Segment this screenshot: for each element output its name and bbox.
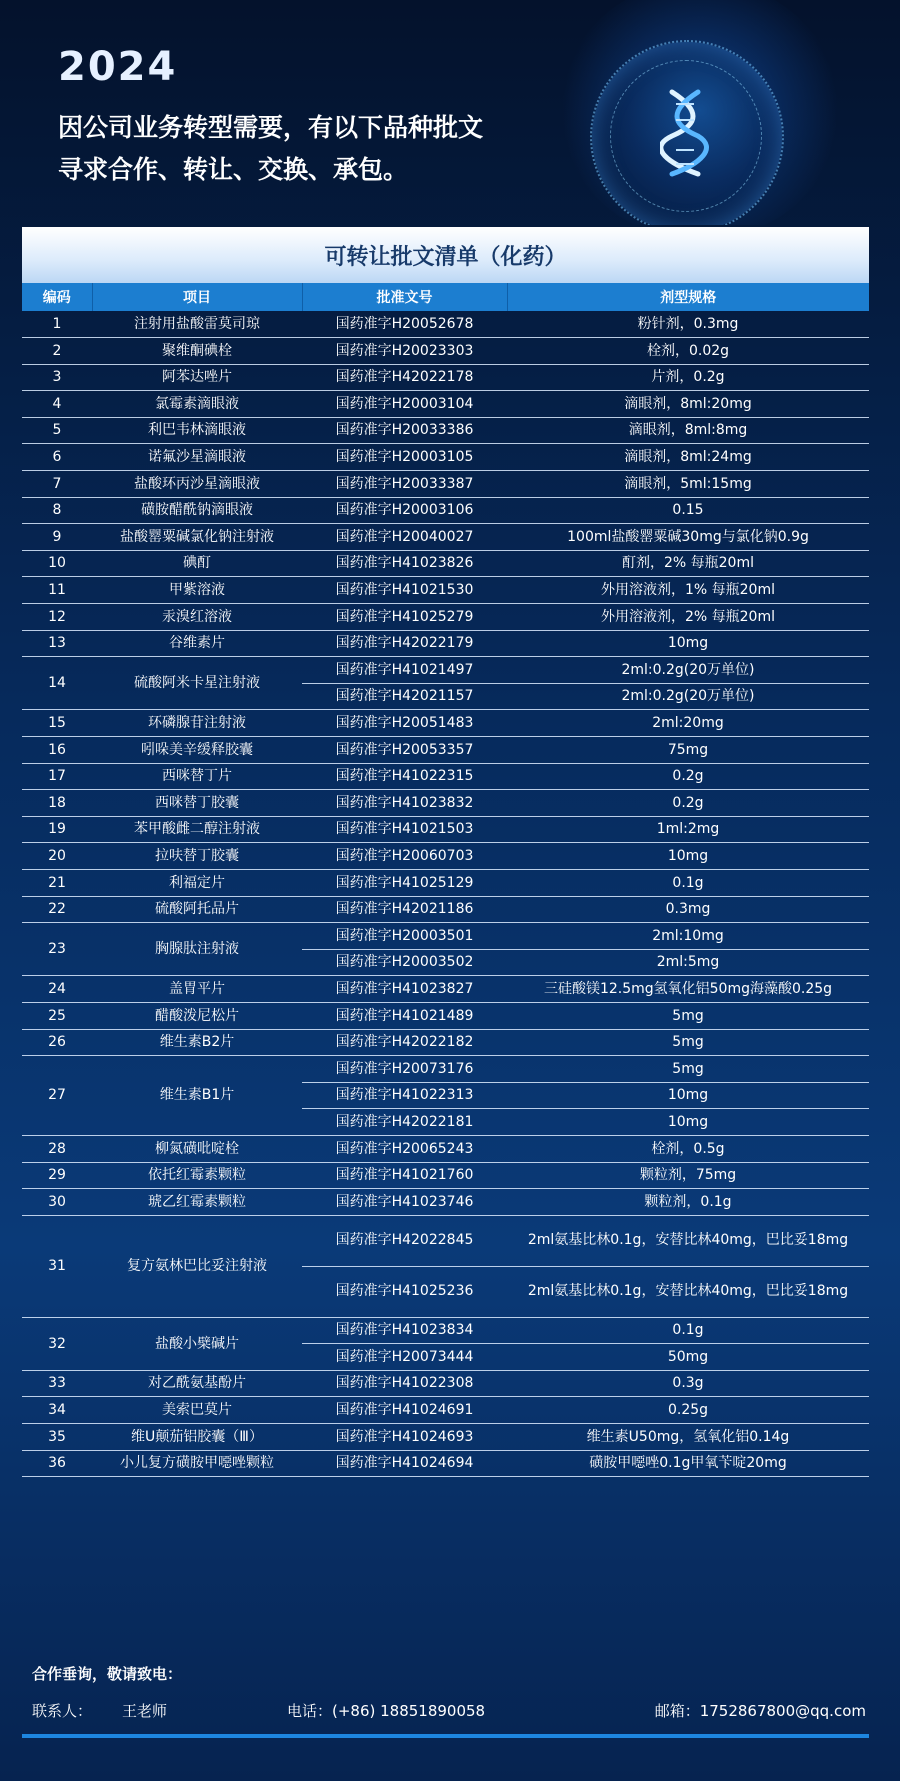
cell-code: 16 (22, 737, 92, 764)
header-spec: 剂型规格 (507, 283, 869, 311)
cell-item: 硫酸阿米卡星注射液 (92, 657, 302, 710)
cell-approval: 国药准字H41025279 (302, 604, 507, 631)
cell-item: 磺胺醋酰钠滴眼液 (92, 497, 302, 524)
cell-item: 复方氨林巴比妥注射液 (92, 1215, 302, 1317)
cell-spec: 5mg (507, 1056, 869, 1083)
cell-code: 32 (22, 1317, 92, 1370)
cell-item: 依托红霉素颗粒 (92, 1162, 302, 1189)
cell-spec: 10mg (507, 1109, 869, 1136)
phone-text: 电话：(+86) 18851890058 (287, 1702, 486, 1720)
cell-approval: 国药准字H41024691 (302, 1397, 507, 1424)
cell-code: 10 (22, 550, 92, 577)
cell-item: 聚维酮碘栓 (92, 338, 302, 365)
table-row (22, 1002, 869, 1029)
cell-spec: 维生素U50mg，氢氧化铝0.14g (507, 1424, 869, 1451)
cell-approval: 国药准字H41024693 (302, 1424, 507, 1451)
cell-approval: 国药准字H20003105 (302, 444, 507, 471)
cell-spec: 75mg (507, 737, 869, 764)
cell-spec: 0.25g (507, 1397, 869, 1424)
cell-spec: 0.3mg (507, 896, 869, 923)
cell-code: 15 (22, 710, 92, 737)
cell-approval: 国药准字H41024694 (302, 1450, 507, 1477)
table-row (22, 843, 869, 870)
year-title: 2024 (58, 44, 178, 90)
cell-spec: 外用溶液剂，1% 每瓶20ml (507, 577, 869, 604)
cell-spec: 栓剂，0.5g (507, 1135, 869, 1162)
bottom-accent-bar (22, 1734, 869, 1738)
table-row (22, 763, 869, 790)
cell-code: 6 (22, 444, 92, 471)
cell-approval: 国药准字H20040027 (302, 524, 507, 551)
cell-approval: 国药准字H41022313 (302, 1082, 507, 1109)
header-banner (0, 0, 900, 225)
cell-code: 23 (22, 923, 92, 976)
table-row (22, 577, 869, 604)
cell-code: 12 (22, 604, 92, 631)
cell-code: 26 (22, 1029, 92, 1056)
cell-approval: 国药准字H20023303 (302, 338, 507, 365)
cell-spec: 三硅酸镁12.5mg氢氧化铝50mg海藻酸0.25g (507, 976, 869, 1003)
cell-spec: 颗粒剂，75mg (507, 1162, 869, 1189)
cell-item: 注射用盐酸雷莫司琼 (92, 311, 302, 338)
table-row (22, 1424, 869, 1451)
cell-approval: 国药准字H41023746 (302, 1189, 507, 1216)
cell-code: 31 (22, 1215, 92, 1317)
cell-code: 18 (22, 790, 92, 817)
cell-spec: 2ml:0.2g(20万单位) (507, 657, 869, 684)
cell-item: 谷维素片 (92, 630, 302, 657)
header-code: 编码 (22, 283, 92, 311)
cell-spec: 0.15 (507, 497, 869, 524)
cell-approval: 国药准字H41023827 (302, 976, 507, 1003)
cell-code: 20 (22, 843, 92, 870)
cell-code: 8 (22, 497, 92, 524)
cell-code: 14 (22, 657, 92, 710)
table-row (22, 1370, 869, 1397)
table-row (22, 444, 869, 471)
table-row (22, 497, 869, 524)
cell-spec: 2ml:20mg (507, 710, 869, 737)
table-row (22, 1029, 869, 1056)
cell-spec: 10mg (507, 843, 869, 870)
cell-spec: 0.3g (507, 1370, 869, 1397)
table-row (22, 471, 869, 498)
cell-item: 利福定片 (92, 869, 302, 896)
cell-approval: 国药准字H20051483 (302, 710, 507, 737)
contact-footer (32, 1663, 872, 1722)
cell-item: 阿苯达唑片 (92, 364, 302, 391)
cell-spec: 2ml:5mg (507, 949, 869, 976)
cell-spec: 滴眼剂，5ml:15mg (507, 471, 869, 498)
cell-approval: 国药准字H41023832 (302, 790, 507, 817)
cell-item: 苯甲酸雌二醇注射液 (92, 816, 302, 843)
cell-item: 盐酸环丙沙星滴眼液 (92, 471, 302, 498)
cell-spec: 10mg (507, 630, 869, 657)
headline-line2: 寻求合作、转让、交换、承包。 (58, 155, 409, 184)
cell-code: 22 (22, 896, 92, 923)
table-row (22, 1450, 869, 1477)
cell-code: 3 (22, 364, 92, 391)
cell-item: 硫酸阿托品片 (92, 896, 302, 923)
table-row (22, 417, 869, 444)
cell-item: 小儿复方磺胺甲噁唑颗粒 (92, 1450, 302, 1477)
table-row (22, 1397, 869, 1424)
cell-spec: 酊剂，2% 每瓶20ml (507, 550, 869, 577)
table-row (22, 1189, 869, 1216)
cell-item: 琥乙红霉素颗粒 (92, 1189, 302, 1216)
cell-item: 氯霉素滴眼液 (92, 391, 302, 418)
footer-title: 合作垂询，敬请致电： (32, 1665, 183, 1683)
table-row (22, 630, 869, 657)
cell-approval: 国药准字H41023834 (302, 1317, 507, 1344)
cell-spec: 50mg (507, 1344, 869, 1371)
cell-item: 维生素B2片 (92, 1029, 302, 1056)
table-row (22, 710, 869, 737)
cell-approval: 国药准字H20073176 (302, 1056, 507, 1083)
cell-item: 拉呋替丁胶囊 (92, 843, 302, 870)
cell-spec: 栓剂，0.02g (507, 338, 869, 365)
cell-item: 盖胃平片 (92, 976, 302, 1003)
cell-code: 1 (22, 311, 92, 338)
headline-line1: 因公司业务转型需要，有以下品种批文 (58, 113, 484, 142)
cell-code: 4 (22, 391, 92, 418)
cell-code: 21 (22, 869, 92, 896)
table-row (22, 1317, 869, 1344)
cell-item: 醋酸泼尼松片 (92, 1002, 302, 1029)
cell-item: 维U颠茄铝胶囊（Ⅲ） (92, 1424, 302, 1451)
header-item: 项目 (92, 283, 302, 311)
email-text: 邮箱：1752867800@qq.com (654, 1702, 866, 1720)
table-body (22, 311, 869, 1477)
cell-spec: 2ml:0.2g(20万单位) (507, 683, 869, 710)
cell-code: 29 (22, 1162, 92, 1189)
cell-approval: 国药准字H20003502 (302, 949, 507, 976)
contact-row (32, 1700, 872, 1722)
cell-spec: 滴眼剂，8ml:24mg (507, 444, 869, 471)
cell-approval: 国药准字H41021530 (302, 577, 507, 604)
table-row (22, 364, 869, 391)
cell-approval: 国药准字H20065243 (302, 1135, 507, 1162)
cell-approval: 国药准字H20033386 (302, 417, 507, 444)
cell-spec: 滴眼剂，8ml:8mg (507, 417, 869, 444)
cell-code: 13 (22, 630, 92, 657)
cell-item: 汞溴红溶液 (92, 604, 302, 631)
cell-spec: 5mg (507, 1002, 869, 1029)
cell-item: 环磷腺苷注射液 (92, 710, 302, 737)
table-row (22, 1162, 869, 1189)
cell-approval: 国药准字H20003501 (302, 923, 507, 950)
cell-spec: 2ml氨基比林0.1g，安替比林40mg，巴比妥18mg (507, 1266, 869, 1317)
cell-code: 36 (22, 1450, 92, 1477)
cell-approval: 国药准字H41021497 (302, 657, 507, 684)
cell-code: 17 (22, 763, 92, 790)
cell-item: 西咪替丁胶囊 (92, 790, 302, 817)
table-title: 可转让批文清单（化药） (22, 227, 869, 283)
table-row (22, 657, 869, 684)
table-row (22, 311, 869, 338)
table-row (22, 923, 869, 950)
cell-item: 利巴韦林滴眼液 (92, 417, 302, 444)
approval-table (22, 283, 869, 1477)
cell-approval: 国药准字H42022181 (302, 1109, 507, 1136)
cell-spec: 1ml:2mg (507, 816, 869, 843)
table-row (22, 338, 869, 365)
cell-spec: 粉针剂，0.3mg (507, 311, 869, 338)
cell-approval: 国药准字H41021760 (302, 1162, 507, 1189)
cell-spec: 2ml氨基比林0.1g，安替比林40mg，巴比妥18mg (507, 1215, 869, 1266)
cell-spec: 0.2g (507, 763, 869, 790)
cell-item: 对乙酰氨基酚片 (92, 1370, 302, 1397)
table-row (22, 1056, 869, 1083)
cell-approval: 国药准字H20073444 (302, 1344, 507, 1371)
table-row (22, 391, 869, 418)
table-row (22, 896, 869, 923)
cell-code: 2 (22, 338, 92, 365)
cell-approval: 国药准字H20033387 (302, 471, 507, 498)
cell-approval: 国药准字H42022179 (302, 630, 507, 657)
cell-spec: 2ml:10mg (507, 923, 869, 950)
cell-spec: 5mg (507, 1029, 869, 1056)
cell-code: 7 (22, 471, 92, 498)
table-header-row (22, 283, 869, 311)
cell-spec: 10mg (507, 1082, 869, 1109)
dna-icon (660, 88, 710, 178)
cell-code: 9 (22, 524, 92, 551)
cell-approval: 国药准字H41022308 (302, 1370, 507, 1397)
contact-name: 王老师 (122, 1702, 168, 1720)
table-row (22, 869, 869, 896)
cell-spec: 颗粒剂，0.1g (507, 1189, 869, 1216)
table-row (22, 816, 869, 843)
cell-spec: 磺胺甲噁唑0.1g甲氧苄啶20mg (507, 1450, 869, 1477)
cell-spec: 100ml盐酸罂粟碱30mg与氯化钠0.9g (507, 524, 869, 551)
cell-item: 维生素B1片 (92, 1056, 302, 1136)
cell-approval: 国药准字H41025236 (302, 1266, 507, 1317)
cell-code: 27 (22, 1056, 92, 1136)
table-row (22, 550, 869, 577)
cell-approval: 国药准字H41021503 (302, 816, 507, 843)
cell-approval: 国药准字H20003104 (302, 391, 507, 418)
cell-item: 诺氟沙星滴眼液 (92, 444, 302, 471)
cell-code: 35 (22, 1424, 92, 1451)
cell-code: 19 (22, 816, 92, 843)
cell-code: 25 (22, 1002, 92, 1029)
cell-approval: 国药准字H20003106 (302, 497, 507, 524)
cell-item: 胸腺肽注射液 (92, 923, 302, 976)
cell-code: 5 (22, 417, 92, 444)
cell-item: 碘酊 (92, 550, 302, 577)
cell-approval: 国药准字H20060703 (302, 843, 507, 870)
cell-approval: 国药准字H42021157 (302, 683, 507, 710)
cell-approval: 国药准字H41022315 (302, 763, 507, 790)
cell-spec: 0.1g (507, 1317, 869, 1344)
contact-label: 联系人： (32, 1702, 93, 1720)
cell-code: 28 (22, 1135, 92, 1162)
cell-item: 美索巴莫片 (92, 1397, 302, 1424)
cell-item: 甲紫溶液 (92, 577, 302, 604)
cell-code: 34 (22, 1397, 92, 1424)
cell-approval: 国药准字H20053357 (302, 737, 507, 764)
cell-spec: 外用溶液剂，2% 每瓶20ml (507, 604, 869, 631)
cell-approval: 国药准字H42022845 (302, 1215, 507, 1266)
header-approval: 批准文号 (302, 283, 507, 311)
cell-spec: 0.2g (507, 790, 869, 817)
table-row (22, 737, 869, 764)
cell-spec: 0.1g (507, 869, 869, 896)
cell-approval: 国药准字H41023826 (302, 550, 507, 577)
cell-approval: 国药准字H20052678 (302, 311, 507, 338)
table-row (22, 524, 869, 551)
cell-approval: 国药准字H41025129 (302, 869, 507, 896)
table-row (22, 790, 869, 817)
cell-code: 11 (22, 577, 92, 604)
cell-spec: 片剂，0.2g (507, 364, 869, 391)
cell-approval: 国药准字H42022182 (302, 1029, 507, 1056)
cell-approval: 国药准字H42022178 (302, 364, 507, 391)
cell-item: 盐酸小檗碱片 (92, 1317, 302, 1370)
cell-item: 柳氮磺吡啶栓 (92, 1135, 302, 1162)
cell-item: 吲哚美辛缓释胶囊 (92, 737, 302, 764)
table-row (22, 1215, 869, 1266)
table-row (22, 604, 869, 631)
cell-code: 33 (22, 1370, 92, 1397)
table-row (22, 976, 869, 1003)
cell-spec: 滴眼剂，8ml:20mg (507, 391, 869, 418)
cell-item: 盐酸罂粟碱氯化钠注射液 (92, 524, 302, 551)
approval-table-panel (22, 227, 869, 1477)
cell-approval: 国药准字H42021186 (302, 896, 507, 923)
cell-item: 西咪替丁片 (92, 763, 302, 790)
cell-code: 30 (22, 1189, 92, 1216)
cell-approval: 国药准字H41021489 (302, 1002, 507, 1029)
cell-code: 24 (22, 976, 92, 1003)
table-row (22, 1135, 869, 1162)
